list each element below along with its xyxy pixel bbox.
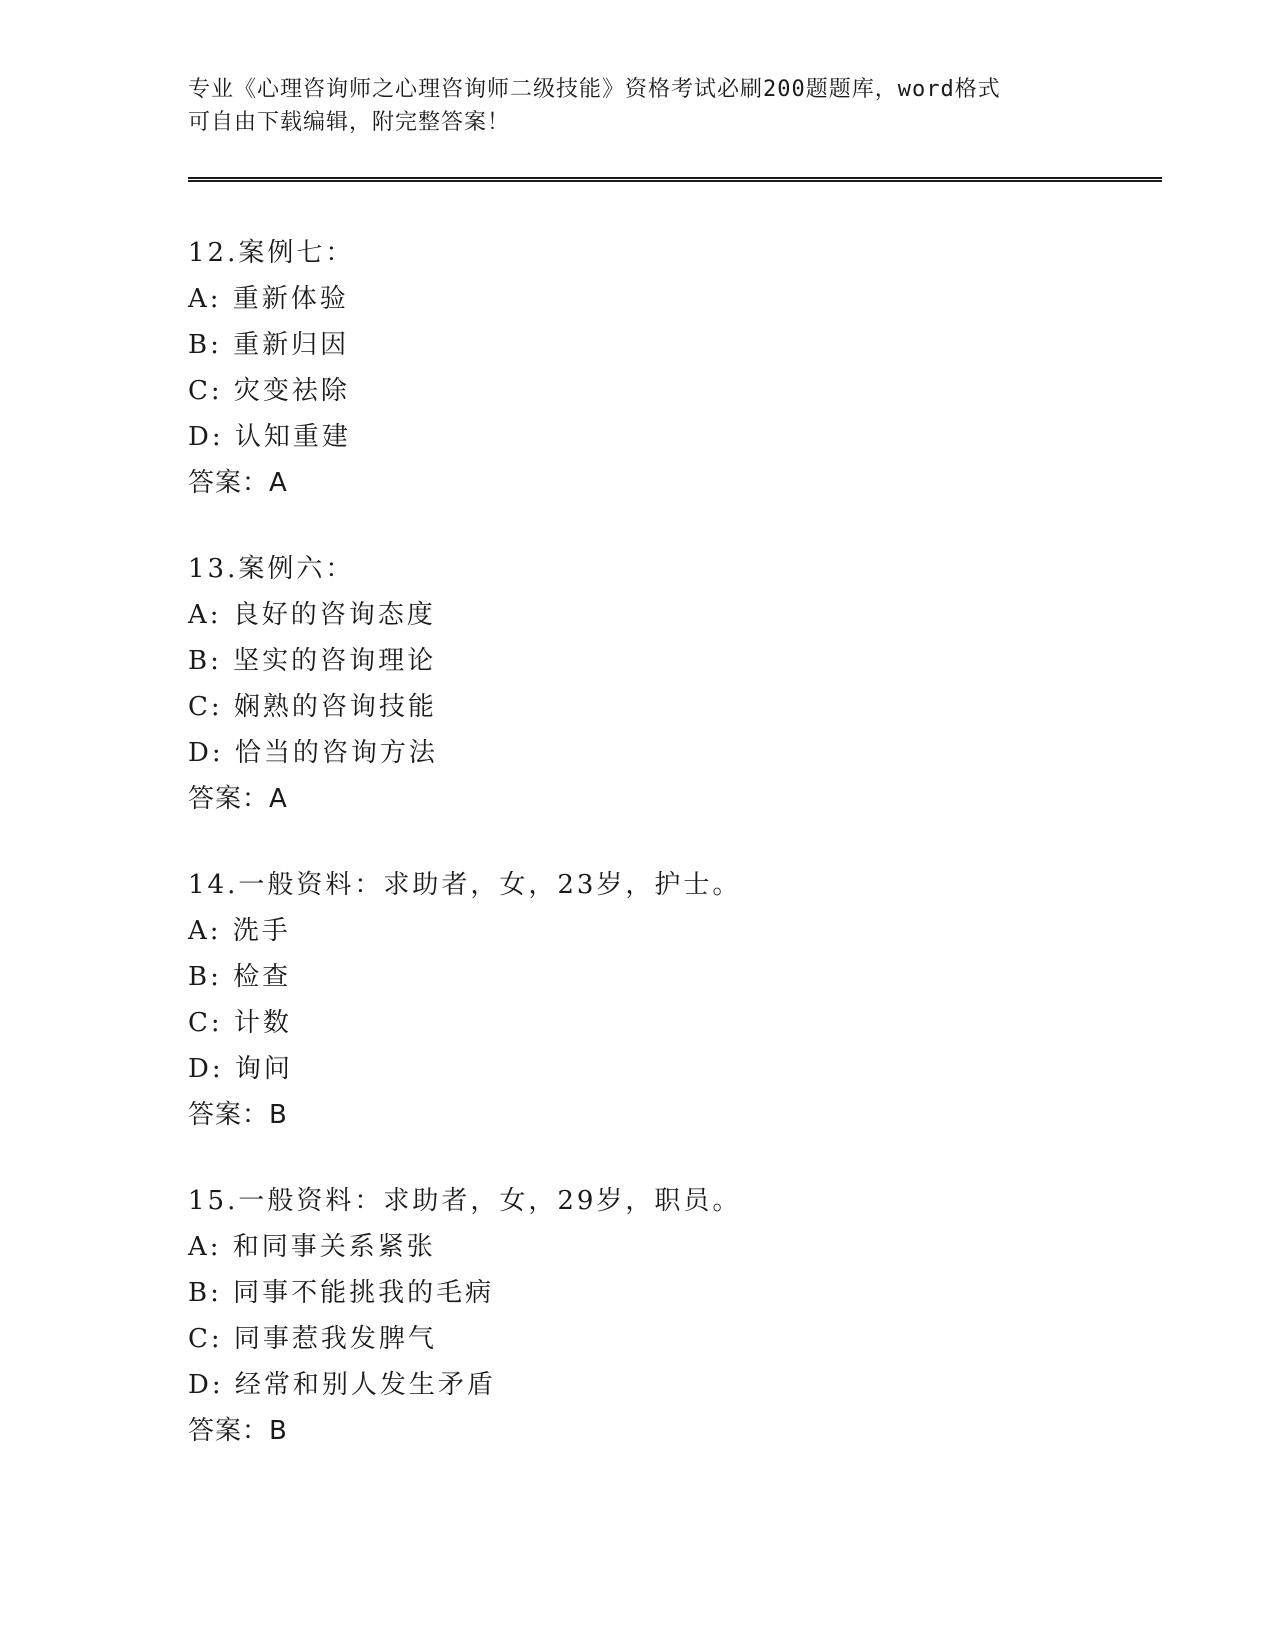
header-line-1: 专业《心理咨询师之心理咨询师二级技能》资格考试必刷200题题库，word格式	[188, 77, 1001, 102]
answer-line: 答案：B	[188, 1100, 288, 1130]
option-d: D: 询问	[188, 1054, 293, 1084]
option-c: C: 灾变祛除	[188, 376, 350, 406]
option-b: B: 坚实的咨询理论	[188, 646, 437, 676]
option-a: A: 良好的咨询态度	[188, 600, 436, 630]
answer-line: 答案：B	[188, 1416, 288, 1446]
question-block	[188, 230, 988, 506]
answer-line: 答案：A	[188, 468, 288, 498]
option-b: B: 同事不能挑我的毛病	[188, 1278, 495, 1308]
option-a: A: 重新体验	[188, 284, 349, 314]
option-b: B: 重新归因	[188, 330, 350, 360]
option-d: D: 经常和别人发生矛盾	[188, 1370, 496, 1400]
option-a: A: 和同事关系紧张	[188, 1232, 436, 1262]
question-block	[188, 862, 988, 1138]
header-double-rule	[188, 177, 1162, 182]
question-stem: 15.一般资料：求助者，女，29岁，职员。	[188, 1186, 742, 1216]
header-line-2: 可自由下载编辑，附完整答案！	[188, 110, 511, 135]
option-c: C: 同事惹我发脾气	[188, 1324, 437, 1354]
question-stem: 13.案例六：	[188, 554, 355, 584]
question-stem: 14.一般资料：求助者，女，23岁，护士。	[188, 870, 742, 900]
question-stem: 12.案例七：	[188, 238, 355, 268]
option-a: A: 洗手	[188, 916, 291, 946]
question-block	[188, 1178, 988, 1454]
option-d: D: 认知重建	[188, 422, 351, 452]
option-d: D: 恰当的咨询方法	[188, 738, 438, 768]
option-b: B: 检查	[188, 962, 292, 992]
option-c: C: 娴熟的咨询技能	[188, 692, 437, 722]
question-block	[188, 546, 988, 822]
answer-line: 答案：A	[188, 784, 288, 814]
document-header	[188, 73, 1088, 139]
option-c: C: 计数	[188, 1008, 292, 1038]
